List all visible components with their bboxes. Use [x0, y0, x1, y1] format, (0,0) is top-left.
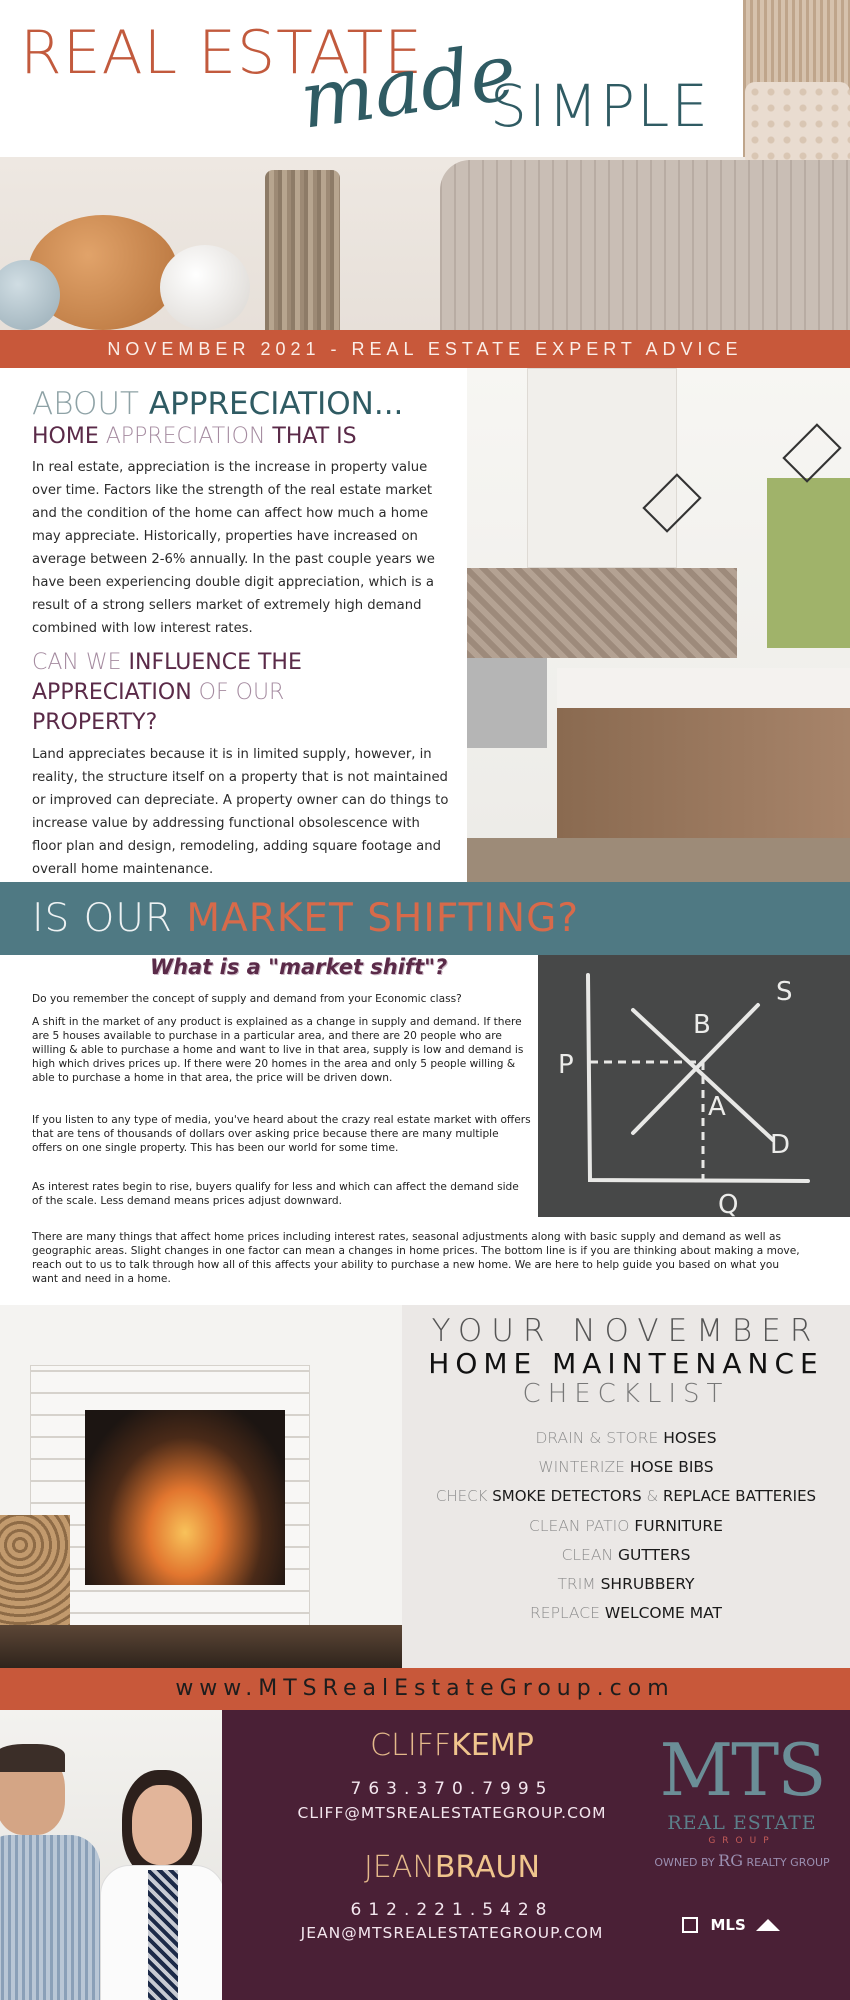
item-object: FURNITURE	[634, 1517, 723, 1535]
market-paragraph: There are many things that affect home prices including interest rates, seasonal adjustments along with basic supply and demand as well as geographic areas. Slight changes in one factor can mean a changes in home prices. The bottom line is if you are thinking about making a move, reach out to us to talk through how all of this affects your ability to purchase a new home. We are here to help guide you based on what you want and need in a home.	[32, 1231, 800, 1285]
checklist-heading-1: YOUR NOVEMBER	[431, 1313, 821, 1349]
item-verb: CLEAN	[561, 1546, 614, 1564]
fireplace-photo	[0, 1305, 402, 1668]
item-verb: DRAIN & STORE	[535, 1429, 659, 1447]
stump-table-image	[265, 170, 340, 330]
firewood-stack	[0, 1515, 70, 1625]
label-p: P	[558, 1050, 574, 1080]
mls-icon: MLS	[710, 1916, 746, 1934]
compliance-badges	[682, 1916, 802, 1944]
hair	[0, 1744, 65, 1772]
bed-image	[440, 160, 850, 330]
subheading-part: HOME	[32, 424, 99, 449]
pendant-light-icon	[782, 423, 841, 482]
agent-phone[interactable]: 763.370.7995	[350, 1779, 554, 1799]
market-paragraph: If you listen to any type of media, you've heard about the crazy real estate market with offers that are tens of thousands of dollars over asking price because there are many multiple offers on one single property. This has been our world for some time.	[32, 1114, 531, 1154]
checklist-item	[402, 1546, 850, 1564]
agent-email[interactable]: JEAN@MTSREALESTATEGROUP.COM	[300, 1924, 604, 1942]
item-object: HOSE BIBS	[629, 1458, 714, 1476]
heading-light-text: ABOUT	[32, 386, 139, 422]
logo-group: GROUP	[708, 1836, 776, 1846]
market-title-light: IS OUR	[32, 896, 173, 941]
title-made-script: made	[294, 27, 522, 147]
checklist-item	[402, 1604, 850, 1622]
influence-heading-part: OF OUR	[198, 680, 285, 705]
subheading-part: APPRECIATION	[105, 424, 266, 449]
market-title	[32, 896, 579, 941]
item-verb: WINTERIZE	[538, 1458, 625, 1476]
tile-backsplash	[467, 568, 737, 658]
item-verb: CLEAN PATIO	[529, 1517, 630, 1535]
logo-real-estate: REAL ESTATE	[667, 1812, 817, 1834]
website-link[interactable]: www.MTSRealEstateGroup.com	[0, 1668, 850, 1710]
rg-mark: RG	[718, 1851, 743, 1870]
agent-phone[interactable]: 612.221.5428	[350, 1900, 554, 1920]
appreciation-heading	[32, 386, 403, 422]
label-b: B	[693, 1010, 711, 1040]
title-box	[0, 0, 743, 157]
supply-demand-chalkboard	[538, 955, 850, 1217]
kitchen-photo	[467, 368, 850, 882]
shirt	[0, 1835, 100, 2000]
item-object: REPLACE BATTERIES	[662, 1487, 817, 1505]
label-d: D	[770, 1130, 791, 1160]
maintenance-checklist	[402, 1305, 850, 1668]
market-question: Do you remember the concept of supply and demand from your Economic class?	[32, 993, 462, 1005]
agent-email[interactable]: CLIFF@MTSREALESTATEGROUP.COM	[297, 1804, 607, 1822]
item-verb: TRIM	[557, 1575, 596, 1593]
label-a: A	[708, 1092, 726, 1122]
label-s: S	[776, 977, 793, 1007]
pillow-image	[745, 82, 850, 167]
logo-owned-by	[642, 1851, 842, 1870]
title-real-estate: REAL ESTATE	[20, 18, 424, 88]
market-banner	[0, 882, 850, 955]
mts-logo	[642, 1730, 842, 1890]
agent-last-name: BRAUN	[434, 1850, 540, 1885]
label-q: Q	[718, 1190, 739, 1217]
item-object: HOSES	[663, 1429, 717, 1447]
stove	[467, 658, 547, 748]
title-simple: SIMPLE	[490, 72, 710, 140]
influence-heading	[32, 648, 392, 738]
realty-group-text: REALTY GROUP	[746, 1856, 830, 1869]
item-object: SHRUBBERY	[600, 1575, 695, 1593]
item-verb: CHECK	[435, 1487, 488, 1505]
influence-heading-part: PROPERTY?	[32, 710, 158, 735]
market-shift-subtitle: What is a "market shift"?	[150, 955, 448, 979]
market-paragraph: As interest rates begin to rise, buyers qualify for less and which can affect the demand side of the scale. Less demand means prices adjust downward.	[32, 1181, 519, 1207]
market-paragraph: A shift in the market of any product is explained as a change in supply and demand. If there are 5 houses available to purchase in a particular area, and there are 20 people who are willing & able to purchase a home and want to live in that area, supply is low and demand is high which drives prices up. If there were 20 homes in the area and only 5 people willing & able to purchase a home in that area, the price will be driven down.	[32, 1016, 524, 1084]
checklist-item	[402, 1487, 850, 1505]
agent-first-name: JEAN	[364, 1850, 435, 1885]
agent-contact-panel	[222, 1710, 850, 2000]
appreciation-subheading	[32, 424, 357, 449]
item-object: GUTTERS	[617, 1546, 691, 1564]
kitchen-window	[767, 478, 850, 648]
checklist-item	[402, 1517, 850, 1535]
range-hood	[527, 368, 677, 568]
island-countertop	[557, 668, 850, 708]
checklist-item	[402, 1458, 850, 1476]
influence-heading-part: CAN WE	[32, 650, 122, 675]
header-banner	[0, 0, 850, 330]
influence-paragraph: Land appreciates because it is in limited supply, however, in reality, the structure itself on a property that is not maintained or improved can depreciate. A property owner can do things to increase value by addressing functional obsolescence with floor plan and design, remodeling, adding square footage and overall home maintenance.	[32, 747, 449, 877]
agent-first-name: CLIFF	[370, 1728, 452, 1763]
kitchen-floor	[467, 838, 850, 882]
agents-photo	[0, 1710, 222, 2000]
item-object: SMOKE DETECTORS	[492, 1487, 642, 1505]
blouse	[148, 1870, 178, 2000]
checklist-heading-2: HOME MAINTENANCE	[428, 1347, 824, 1380]
agent-name	[252, 1850, 652, 1885]
market-title-strong: MARKET SHIFTING?	[186, 896, 580, 941]
checklist-item	[402, 1575, 850, 1593]
subheading-part: THAT IS	[272, 424, 357, 449]
white-pumpkin-image	[160, 245, 250, 330]
hearth-floor	[0, 1625, 402, 1668]
appreciation-section	[0, 368, 467, 882]
kitchen-island	[557, 708, 850, 858]
issue-banner: NOVEMBER 2021 - REAL ESTATE EXPERT ADVICE	[0, 330, 850, 368]
item-verb: REPLACE	[530, 1604, 600, 1622]
realtor-icon	[682, 1917, 698, 1933]
appreciation-paragraph: In real estate, appreciation is the increase in property value over time. Factors like the strength of the real estate market and the condition of the home can affect how much a home may appreciate. Historically, properties have increased on average between 2-6% annually. In the past couple years we have been experiencing double digit appreciation, which is a result of a strong sellers market of extremely high demand combined with low interest rates.	[32, 460, 435, 636]
item-object: WELCOME MAT	[604, 1604, 722, 1622]
equal-housing-icon	[756, 1919, 780, 1931]
agent-woman-photo	[100, 1780, 222, 2000]
heading-strong-text: APPRECIATION...	[148, 386, 404, 422]
supply-demand-diagram	[538, 955, 850, 1217]
fire-icon	[85, 1410, 285, 1585]
agent-last-name: KEMP	[451, 1728, 534, 1763]
agent-name	[252, 1728, 652, 1763]
item-conjunction: &	[646, 1487, 659, 1505]
checklist-heading-3: CHECKLIST	[522, 1379, 730, 1409]
agent-man-photo	[0, 1750, 110, 2000]
logo-mark: MTS	[659, 1728, 825, 1812]
face	[132, 1785, 192, 1865]
checklist-item	[402, 1429, 850, 1447]
owned-by-text: OWNED BY	[654, 1856, 715, 1869]
influence-heading-part: INFLUENCE THE APPRECIATION	[32, 650, 302, 705]
